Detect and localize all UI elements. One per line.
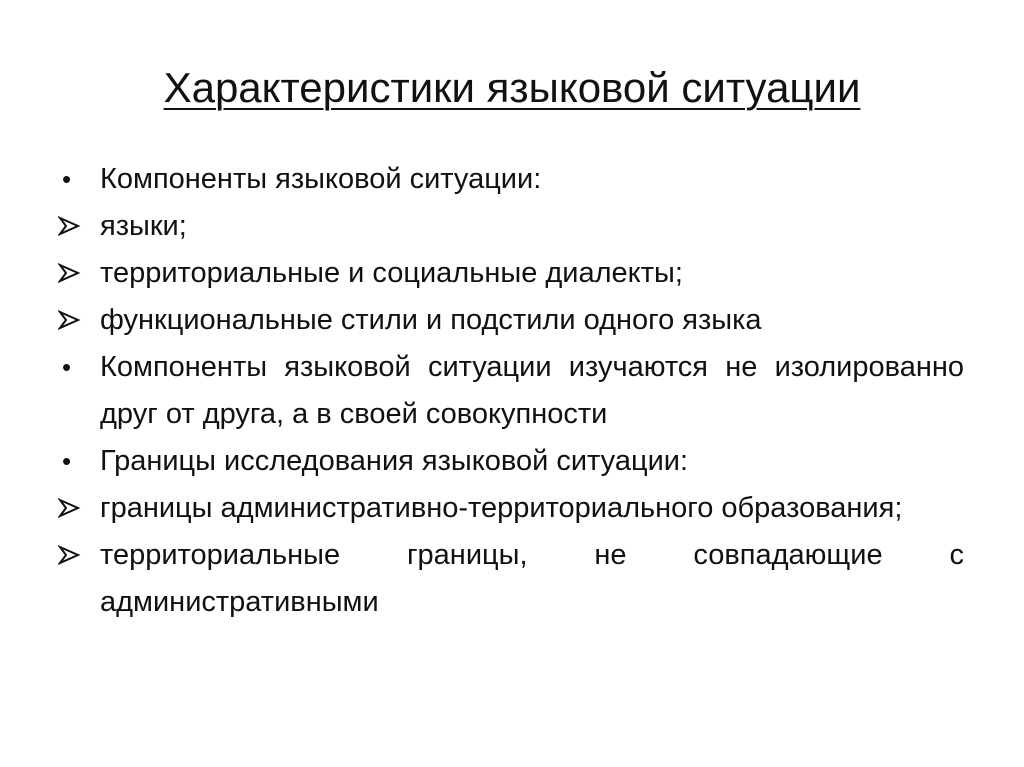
- list-item-text: территориальные границы, не совпадающие с административными: [100, 539, 964, 618]
- list-item: [58, 344, 964, 438]
- arrow-icon: [58, 297, 94, 330]
- list-item: [58, 250, 964, 297]
- bullet-icon: •: [62, 164, 72, 194]
- bullet-icon: •: [62, 446, 72, 476]
- list-item-text: Границы исследования языковой ситуации:: [100, 445, 689, 477]
- list-item: [58, 532, 964, 626]
- arrow-icon: [58, 532, 94, 565]
- list-item-text: языки;: [100, 210, 187, 242]
- list-item: [58, 438, 964, 485]
- arrow-icon: [58, 203, 94, 236]
- slide-title-text: Характеристики языковой ситуации: [163, 64, 861, 111]
- arrow-icon: [58, 250, 94, 283]
- list-item: [58, 485, 964, 532]
- bullet-icon: •: [62, 352, 72, 382]
- list-item: [58, 297, 964, 344]
- bullet-list: [58, 156, 964, 626]
- slide-title: [0, 58, 1024, 118]
- list-item-text: границы административно-территориального образования;: [100, 492, 903, 524]
- list-item-text: Компоненты языковой ситуации изучаются не изолированно друг от друга, а в своей совокупности: [100, 351, 964, 430]
- list-item: [58, 203, 964, 250]
- list-item: [58, 156, 964, 203]
- list-item-text: территориальные и социальные диалекты;: [100, 257, 683, 289]
- list-item-text: функциональные стили и подстили одного языка: [100, 304, 762, 336]
- list-item-text: Компоненты языковой ситуации:: [100, 163, 542, 195]
- arrow-icon: [58, 485, 94, 518]
